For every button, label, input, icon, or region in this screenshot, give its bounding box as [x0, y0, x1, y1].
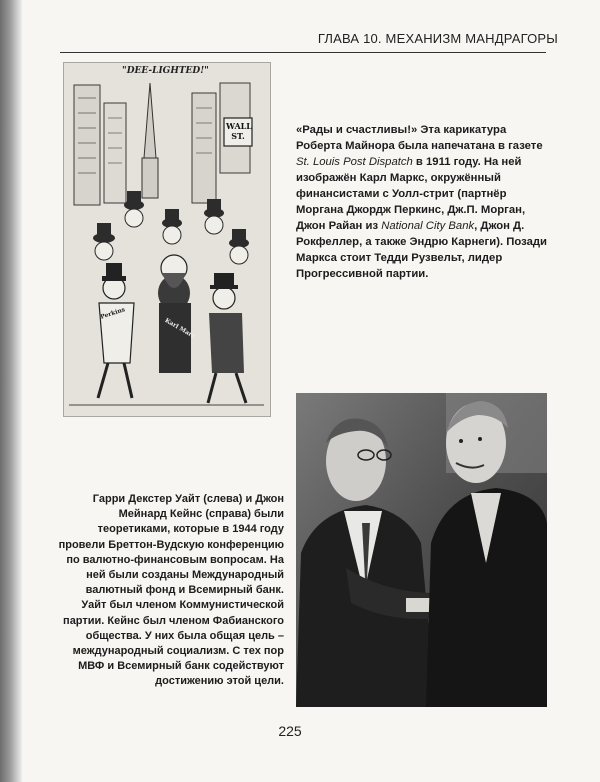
- sash-label-left: Perkins: [99, 306, 126, 321]
- cartoon-caption-part3: , Джон Д. Рокфеллер, а также Эндрю Карнеги). Позади Маркса стоит Тедди Рузвельт, лидер Прогрессивной партии.: [296, 220, 547, 280]
- newspaper-name: St. Louis Post Dispatch: [296, 156, 413, 168]
- chapter-title: ГЛАВА 10. МЕХАНИЗМ МАНДРАГОРЫ: [317, 31, 558, 46]
- cartoon-title: "DEE-LIGHTED!": [122, 66, 209, 76]
- photo-caption: Гарри Декстер Уайт (слева) и Джон Мейнард Кейнс (справа) были теоретиками, которые в 1944 году провели Бреттон-Вудскую конференцию по валютно-финансовым вопросам. На ней были созданы Международный валютный фонд и Всемирный банк. Уайт был членом Коммунистической партии. Кейнс был членом Фабианского общества. У них была общая цель – международный социализм. С тех пор МВФ и Всемирный банк содействуют достижению этой цели.: [58, 493, 284, 688]
- cartoon-caption-part1: «Рады и счастливы!» Эта карикатура Роберта Майнора была напечатана в газете: [296, 124, 543, 152]
- page-number: 225: [278, 723, 302, 739]
- wall-st-sign: WALL ST.: [226, 121, 252, 141]
- page-edge-shadow: [0, 0, 22, 782]
- cartoon-caption: [296, 122, 554, 282]
- cartoon-illustration: [63, 62, 271, 417]
- bank-name: National City Bank: [381, 220, 475, 232]
- sash-label-right: Karl Marx: [163, 316, 197, 341]
- cartoon-caption-part2: в 1911 году. На ней изображён Карл Маркс, окружённый финансистами с Уолл-стрит (партнёр Моргана Джордж Перкинс, Дж.П. Морган, Джон Райан из: [296, 156, 526, 232]
- header-rule: [60, 52, 546, 53]
- photo-white-keynes: [296, 393, 547, 707]
